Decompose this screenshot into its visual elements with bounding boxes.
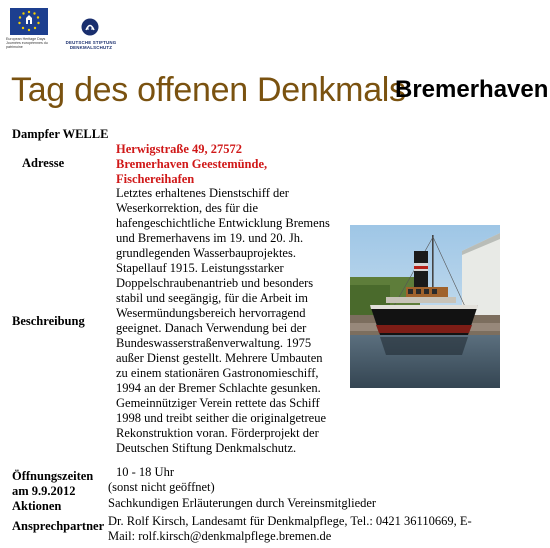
description-line: Rekonstruktion voran. Förderprojekt der [116, 426, 319, 440]
contact-email[interactable]: Mail: rolf.kirsch@denkmalpflege.bremen.de [108, 529, 332, 543]
european-heritage-days-logo [10, 8, 48, 35]
stiftung-denkmalschutz-text: DEUTSCHE STIFTUNG DENKMALSCHUTZ [65, 40, 117, 50]
description-line: grundlegenden Wasserbauprojektes. [116, 246, 296, 260]
description-line: 1994 an der Bremer Schlachte gesunken. [116, 381, 321, 395]
description-line: außer Dienst gestellt. Mehrere Umbauten [116, 351, 323, 365]
description-line: Weserkorrektion, des für die [116, 201, 258, 215]
description-line: Stapellauf 1915. Leistungsstarker [116, 261, 284, 275]
contact-label: Ansprechpartner [12, 519, 105, 533]
city-title: Bremerhaven [395, 76, 549, 103]
description-line: zu einem stationären Gastronomieschiff, [116, 366, 319, 380]
address-line: Fischereihafen [116, 172, 195, 186]
description-label: Beschreibung [12, 314, 85, 328]
description-line: Deutschen Stiftung Denkmalschutz. [116, 441, 297, 455]
description-line: Doppelschraubenantrieb und besonders [116, 276, 314, 290]
description-line: Wesermündungsbereich hervorragend [116, 306, 306, 320]
opening-hours-note: (sonst nicht geöffnet) [108, 480, 215, 494]
monument-name: Dampfer WELLE [12, 127, 109, 141]
description-line: 1998 und treibt seither die originalgetreue [116, 411, 327, 425]
actions-label: Aktionen [12, 499, 62, 513]
description-line: Gemeinnütziger Verein rettete das Schiff [116, 396, 320, 410]
description-line: stabil und seegängig, für die Arbeit im [116, 291, 308, 305]
stiftung-denkmalschutz-logo [81, 18, 99, 36]
opening-hours-label: Öffnungszeiten [12, 469, 94, 483]
description-line: Bundeswasserstraßenverwaltung. 1975 [116, 336, 312, 350]
description-line: geeignet. Danach Verwendung bei der [116, 321, 307, 335]
contact-line: Dr. Rolf Kirsch, Landesamt für Denkmalpflege, Tel.: 0421 36110669, E- [108, 514, 472, 528]
eu-logo-caption: European Heritage Days Journées européennes du patrimoine [6, 37, 48, 50]
opening-date-label: am 9.9.2012 [12, 484, 76, 498]
description-text [116, 186, 330, 456]
opening-hours-value: 10 - 18 Uhr [116, 465, 174, 479]
address-value [116, 142, 267, 187]
steamship-photo [350, 225, 500, 388]
description-line: und Bremerhavens im 19. und 20. Jh. [116, 231, 304, 245]
actions-value: Sachkundigen Erläuterungen durch Vereinsmitglieder [108, 496, 377, 510]
address-label: Adresse [22, 156, 65, 170]
address-line: Herwigstraße 49, 27572 [116, 142, 243, 156]
address-line: Bremerhaven Geestemünde, [116, 157, 268, 171]
description-line: Letztes erhaltenes Dienstschiff der [116, 186, 289, 200]
page-title: Tag des offenen Denkmals [11, 71, 406, 109]
description-line: hafengeschichtliche Entwicklung Bremens [116, 216, 330, 230]
